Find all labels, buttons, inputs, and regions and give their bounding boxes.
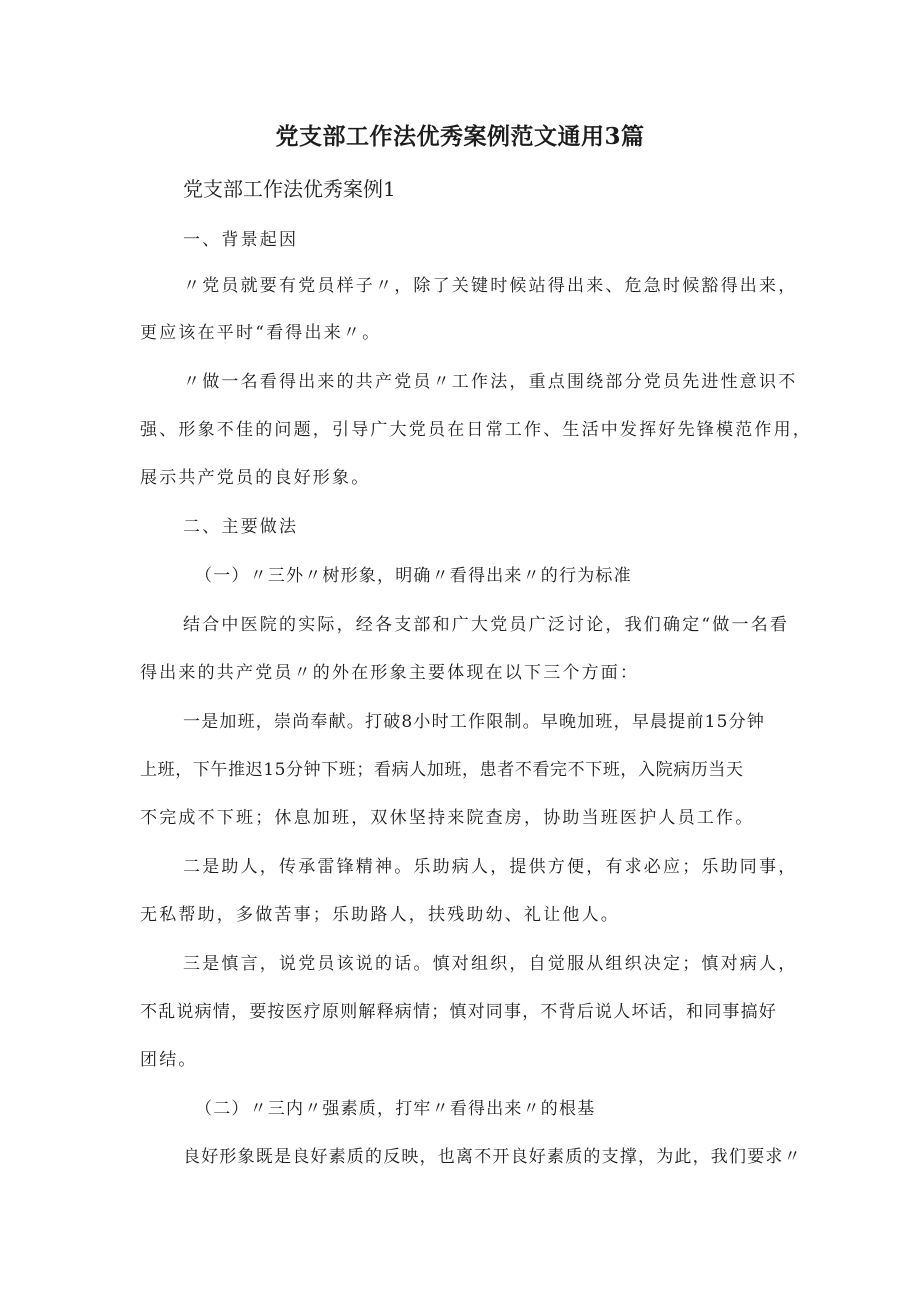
- paragraph-line: 团结。: [140, 1050, 198, 1070]
- paragraph-line: 三是慎言，说党员该说的话。慎对组织，自觉服从组织决定；慎对病人，: [183, 954, 798, 974]
- paragraph-line: 〃党员就要有党员样子〃，除了关键时候站得出来、危急时候豁得出来，: [183, 276, 798, 296]
- paragraph-line: 更应该在平时“看得出来〃。: [140, 323, 382, 343]
- paragraph-line: 不完成不下班；休息加班，双休坚持来院查房，协助当班医护人员工作。: [140, 808, 755, 828]
- section-subtitle: 党支部工作法优秀案例1: [183, 177, 396, 201]
- heading-background: 一、背景起因: [183, 230, 299, 250]
- paragraph-line: 〃做一名看得出来的共产党员〃工作法，重点围绕部分党员先进性意识不: [183, 372, 798, 392]
- paragraph-line: 二是助人，传承雷锋精神。乐助病人，提供方便，有求必应；乐助同事，: [183, 857, 798, 877]
- paragraph-line: 无私帮助，多做苦事；乐助路人，扶残助幼、礼让他人。: [140, 905, 620, 925]
- paragraph-line: 良好形象既是良好素质的反映，也离不开良好素质的支撑，为此，我们要求〃: [183, 1147, 802, 1167]
- paragraph-line: 得出来的共产党员〃的外在形象主要体现在以下三个方面：: [140, 663, 640, 683]
- paragraph-line: 不乱说病情，要按医疗原则解释病情；慎对同事，不背后说人坏话，和同事搞好: [140, 1002, 777, 1022]
- subheading-one: （一）〃三外〃树形象，明确〃看得出来〃的行为标准: [195, 566, 632, 586]
- paragraph-line: 结合中医院的实际，经各支部和广大党员广泛讨论，我们确定“做一名看: [183, 615, 790, 635]
- paragraph-line: 上班，下午推迟15分钟下班；看病人加班，患者不看完不下班，入院病历当天: [140, 760, 744, 780]
- paragraph-line: 一是加班，崇尚奉献。打破8小时工作限制。早晚加班，早晨提前15分钟: [183, 712, 766, 732]
- paragraph-line: 强、形象不佳的问题，引导广大党员在日常工作、生活中发挥好先锋模范作用，: [140, 420, 812, 440]
- subheading-two: （二）〃三内〃强素质，打牢〃看得出来〃的根基: [195, 1099, 596, 1119]
- document-title: 党支部工作法优秀案例范文通用3篇: [275, 123, 645, 150]
- paragraph-line: 展示共产党员的良好形象。: [140, 468, 371, 488]
- heading-main-practices: 二、主要做法: [183, 517, 299, 537]
